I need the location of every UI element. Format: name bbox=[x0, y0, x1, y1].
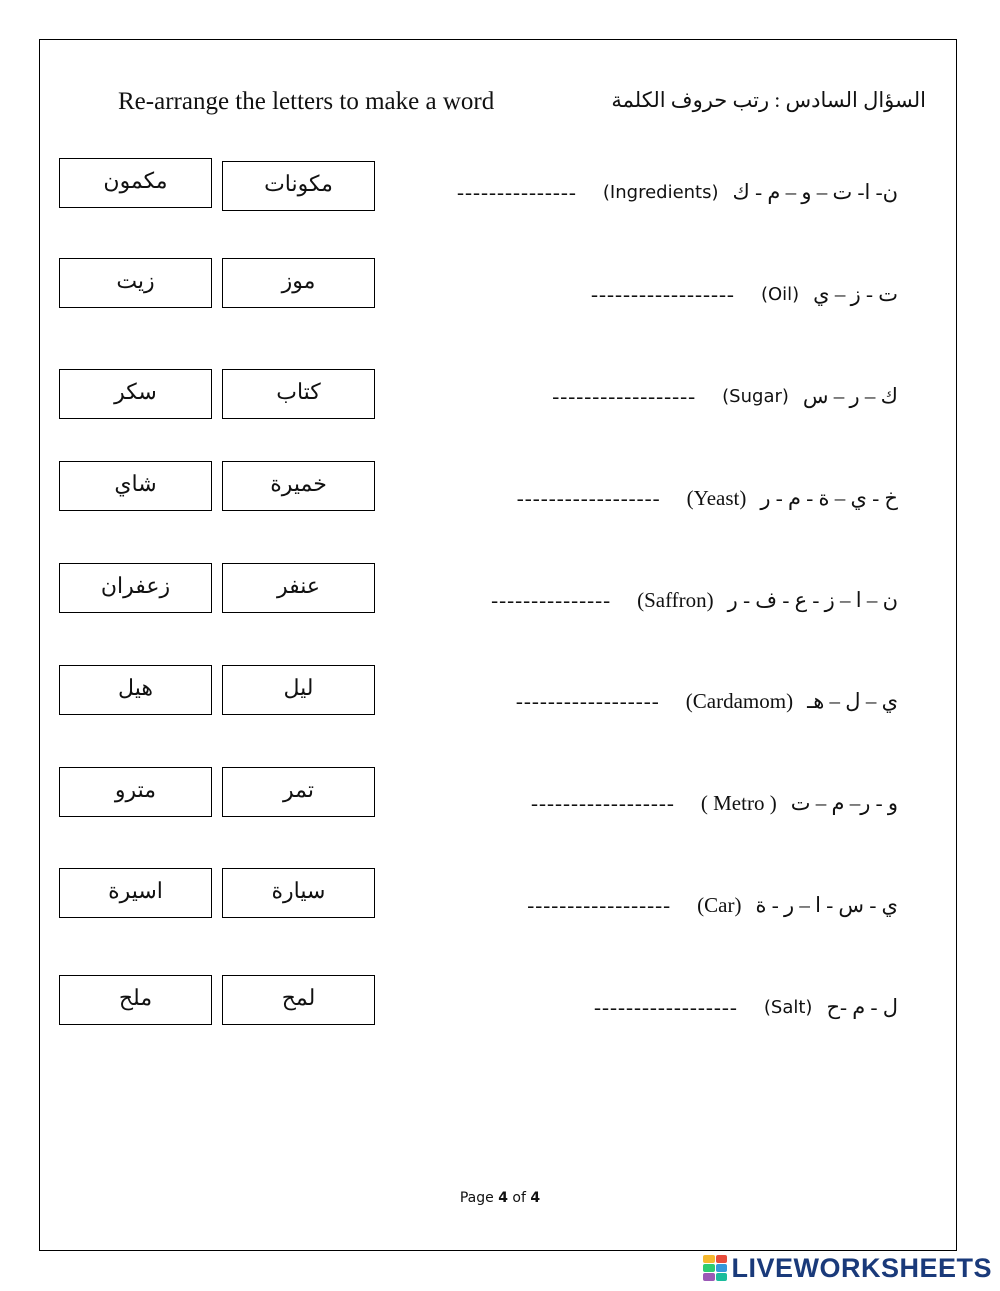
answer-blank: ------------------ bbox=[516, 486, 661, 510]
page-current: 4 bbox=[498, 1190, 508, 1206]
answer-blank: ------------------ bbox=[593, 995, 738, 1019]
question-row bbox=[531, 791, 898, 816]
answer-option-right[interactable]: تمر bbox=[222, 767, 375, 817]
instruction-arabic: السؤال السادس : رتب حروف الكلمة bbox=[611, 88, 926, 112]
english-hint: (Sugar) bbox=[722, 386, 789, 407]
answer-blank: ------------------ bbox=[591, 282, 735, 306]
instruction-english: Re-arrange the letters to make a word bbox=[118, 88, 495, 115]
english-hint: (Yeast) bbox=[686, 486, 747, 510]
answer-option-right[interactable]: خميرة bbox=[222, 461, 375, 511]
answer-option-right[interactable]: سيارة bbox=[222, 868, 375, 918]
scrambled-letters: ل - م -ح bbox=[826, 995, 898, 1019]
page-border bbox=[39, 39, 957, 1251]
scrambled-letters: ن – ا – ز - ع - ف - ر bbox=[727, 588, 898, 612]
answer-option-right[interactable]: موز bbox=[222, 258, 375, 308]
english-hint: (Car) bbox=[697, 893, 742, 917]
logo-tile bbox=[716, 1273, 728, 1281]
answer-option-left[interactable]: شاي bbox=[59, 461, 212, 511]
scrambled-letters: ت - ز – ي bbox=[813, 282, 898, 306]
question-row bbox=[457, 180, 898, 205]
logo-tile bbox=[716, 1264, 728, 1272]
answer-option-right[interactable]: ليل bbox=[222, 665, 375, 715]
answer-option-left[interactable]: مترو bbox=[59, 767, 212, 817]
answer-option-left[interactable]: زيت bbox=[59, 258, 212, 308]
english-hint: (Ingredients) bbox=[602, 182, 719, 203]
page-number bbox=[0, 1190, 1000, 1206]
answer-blank: ------------------ bbox=[531, 791, 675, 815]
answer-option-right[interactable]: لمح bbox=[222, 975, 375, 1025]
scrambled-letters: ن- ا- ت – و – م - ك bbox=[732, 180, 898, 204]
scrambled-letters: ك – ر – س bbox=[802, 384, 898, 408]
question-row bbox=[527, 893, 898, 918]
scrambled-letters: ي - س - ا – ر - ة bbox=[755, 893, 898, 917]
page-of: of bbox=[512, 1190, 526, 1206]
liveworksheets-brand[interactable] bbox=[703, 1253, 992, 1283]
scrambled-letters: خ - ي – ة - م - ر bbox=[760, 486, 898, 510]
english-hint: ( Metro ) bbox=[700, 791, 777, 815]
english-hint: (Saffron) bbox=[637, 588, 714, 612]
question-row bbox=[591, 282, 898, 307]
answer-option-left[interactable]: مكمون bbox=[59, 158, 212, 208]
question-row bbox=[516, 689, 898, 714]
question-row bbox=[552, 384, 898, 409]
brand-name: LIVEWORKSHEETS bbox=[731, 1252, 992, 1283]
question-row bbox=[517, 486, 898, 511]
question-row bbox=[491, 588, 898, 613]
page-prefix: Page bbox=[459, 1190, 494, 1206]
answer-option-left[interactable]: هيل bbox=[59, 665, 212, 715]
question-row bbox=[594, 995, 898, 1020]
scrambled-letters: ي – ل – هـ bbox=[807, 689, 898, 713]
answer-option-right[interactable]: مكونات bbox=[222, 161, 375, 211]
logo-tile bbox=[716, 1255, 728, 1263]
answer-blank: ------------------ bbox=[527, 893, 672, 917]
scrambled-letters: و - ر– م – ت bbox=[790, 791, 898, 815]
english-hint: (Cardamom) bbox=[685, 689, 794, 713]
answer-option-left[interactable]: ملح bbox=[59, 975, 212, 1025]
answer-option-right[interactable]: كتاب bbox=[222, 369, 375, 419]
answer-option-left[interactable]: زعفران bbox=[59, 563, 212, 613]
english-hint: (Salt) bbox=[763, 997, 813, 1018]
answer-blank: ------------------ bbox=[552, 384, 697, 408]
logo-tile bbox=[703, 1264, 715, 1272]
answer-blank: --------------- bbox=[491, 588, 612, 612]
page-total: 4 bbox=[530, 1190, 541, 1206]
answer-option-right[interactable]: عنفر bbox=[222, 563, 375, 613]
english-hint: (Oil) bbox=[760, 284, 800, 305]
logo-tile bbox=[703, 1273, 715, 1281]
answer-option-left[interactable]: سكر bbox=[59, 369, 212, 419]
answer-blank: --------------- bbox=[457, 180, 577, 204]
answer-blank: ------------------ bbox=[515, 689, 660, 713]
liveworksheets-logo-icon bbox=[703, 1255, 727, 1281]
logo-tile bbox=[703, 1255, 715, 1263]
answer-option-left[interactable]: اسيرة bbox=[59, 868, 212, 918]
